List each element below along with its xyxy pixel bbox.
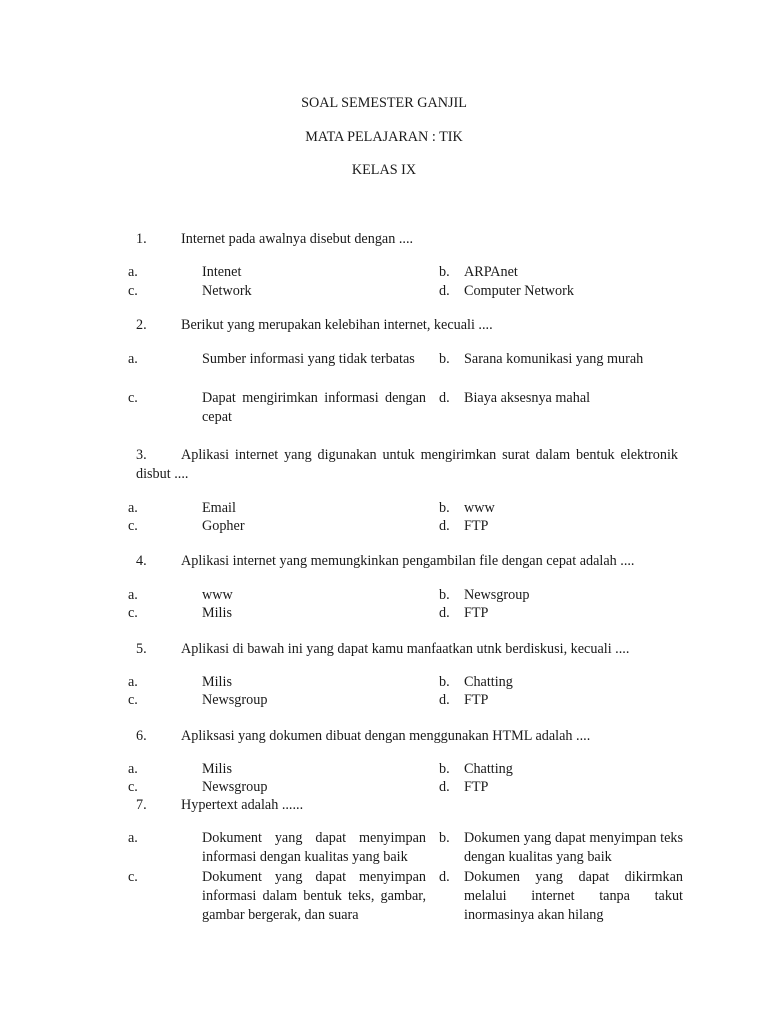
- option-letter: c.: [128, 869, 138, 885]
- option-text: Chatting: [464, 761, 513, 777]
- exam-grade: KELAS IX: [351, 162, 417, 178]
- option-letter: d.: [439, 779, 450, 795]
- question-text: Apliksasi yang dokumen dibuat dengan menggunakan HTML adalah ....: [181, 728, 591, 744]
- option-letter: b.: [439, 761, 450, 777]
- option-letter: b.: [439, 351, 450, 367]
- option-text: Email: [202, 500, 236, 516]
- question-text: Hypertext adalah ......: [181, 797, 304, 813]
- option-letter: a.: [128, 264, 138, 280]
- option-letter: c.: [128, 692, 138, 708]
- question-text: Aplikasi internet yang memungkinkan pengambilan file dengan cepat adalah ....: [181, 553, 635, 569]
- option-letter: b.: [439, 674, 450, 690]
- question-text-body: Aplikasi internet yang digunakan untuk mengirimkan surat dalam bentuk elektronik disbut ....: [136, 447, 678, 482]
- option-letter: d.: [439, 390, 450, 406]
- option-text: Dokumen yang dapat menyimpan teks dengan kualitas yang baik: [464, 830, 683, 865]
- option-text: Milis: [202, 761, 232, 777]
- option-letter: d.: [439, 869, 450, 885]
- question-number: 3.: [136, 447, 147, 463]
- option-text: FTP: [464, 692, 489, 708]
- option-text: Biaya aksesnya mahal: [464, 390, 591, 406]
- option-text: FTP: [464, 779, 489, 795]
- option-letter: c.: [128, 605, 138, 621]
- option-letter: a.: [128, 674, 138, 690]
- option-letter: b.: [439, 500, 450, 516]
- option-text: Sarana komunikasi yang murah: [464, 351, 644, 367]
- option-letter: a.: [128, 761, 138, 777]
- option-letter: a.: [128, 830, 138, 846]
- option-text: FTP: [464, 605, 489, 621]
- option-text: Dokument yang dapat menyimpan informasi dalam bentuk teks, gambar, gambar bergerak, dan suara: [202, 869, 426, 923]
- option-letter: b.: [439, 587, 450, 603]
- exam-subject: MATA PELAJARAN : TIK: [305, 129, 463, 145]
- option-letter: a.: [128, 351, 138, 367]
- option-text: Milis: [202, 674, 232, 690]
- question-number: 2.: [136, 317, 147, 333]
- question-number: 5.: [136, 641, 147, 657]
- question-number: 6.: [136, 728, 147, 744]
- option-text: Gopher: [202, 518, 245, 534]
- option-text: Newsgroup: [202, 779, 268, 795]
- question-text: [136, 446, 678, 484]
- option-letter: d.: [439, 605, 450, 621]
- option-letter: c.: [128, 390, 138, 406]
- question-text: Aplikasi di bawah ini yang dapat kamu manfaatkan utnk berdiskusi, kecuali ....: [181, 641, 630, 657]
- option-letter: d.: [439, 692, 450, 708]
- option-text: Computer Network: [464, 283, 574, 299]
- option-text: Dokument yang dapat menyimpan informasi dengan kualitas yang baik: [202, 830, 426, 865]
- option-text: Network: [202, 283, 252, 299]
- option-letter: c.: [128, 518, 138, 534]
- option-text: Dokumen yang dapat dikirmkan melalui internet tanpa takut inormasinya akan hilang: [464, 869, 683, 923]
- option-letter: d.: [439, 518, 450, 534]
- option-text: Milis: [202, 605, 232, 621]
- option-letter: b.: [439, 264, 450, 280]
- option-text: ARPAnet: [464, 264, 518, 280]
- option-letter: b.: [439, 830, 450, 846]
- option-letter: c.: [128, 283, 138, 299]
- option-letter: a.: [128, 587, 138, 603]
- option-text: FTP: [464, 518, 489, 534]
- question-number: 1.: [136, 231, 147, 247]
- option-text: Intenet: [202, 264, 242, 280]
- question-text: Internet pada awalnya disebut dengan ....: [181, 231, 414, 247]
- exam-title: SOAL SEMESTER GANJIL: [301, 95, 467, 111]
- option-letter: d.: [439, 283, 450, 299]
- option-text: Chatting: [464, 674, 513, 690]
- option-text: Sumber informasi yang tidak terbatas: [202, 351, 415, 367]
- option-text: www: [202, 587, 233, 603]
- option-text: www: [464, 500, 495, 516]
- option-text: Newsgroup: [464, 587, 530, 603]
- option-letter: c.: [128, 779, 138, 795]
- option-text: Newsgroup: [202, 692, 268, 708]
- question-number: 7.: [136, 797, 147, 813]
- question-number: 4.: [136, 553, 147, 569]
- question-text: Berikut yang merupakan kelebihan internet, kecuali ....: [181, 317, 493, 333]
- option-letter: a.: [128, 500, 138, 516]
- option-text: Dapat mengirimkan informasi dengan cepat: [202, 390, 426, 425]
